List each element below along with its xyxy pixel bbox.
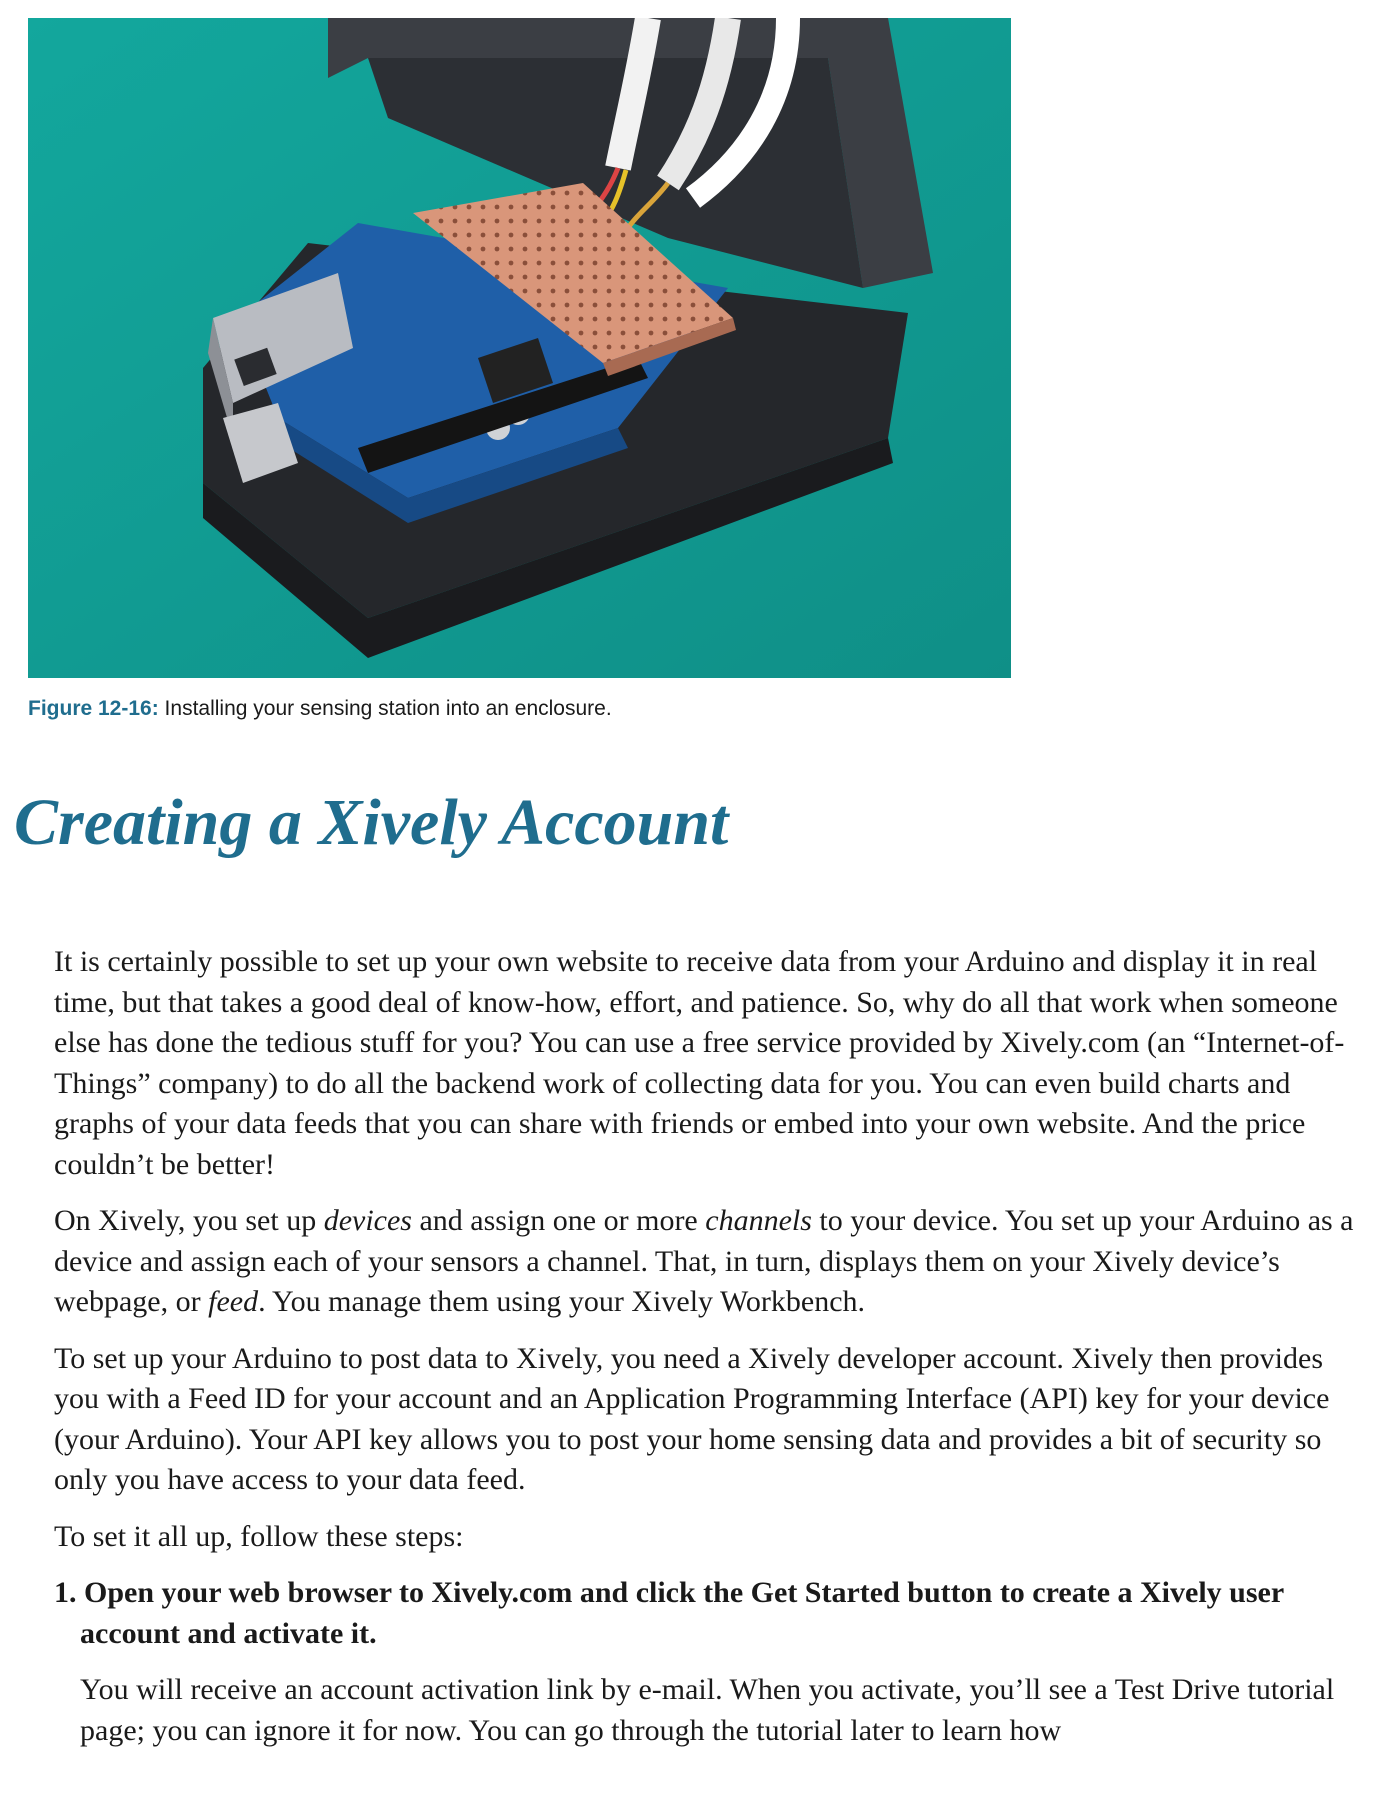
- paragraph-devices: [54, 1201, 1374, 1323]
- step-1-title: 1. Open your web browser to Xively.com and click the Get Started button to create a Xively user account and activate it.: [54, 1576, 1284, 1650]
- term-feed: feed: [208, 1285, 259, 1318]
- figure-caption: [28, 697, 612, 721]
- paragraph-devices-part: On Xively, you set up: [54, 1204, 324, 1237]
- step-1-body: You will receive an account activation link by e-mail. When you activate, you’ll see a Test Drive tutorial page; you can ignore it for now. You can go through the tutorial later to learn how: [80, 1673, 1335, 1747]
- paragraph-devices-part: and assign one or more: [411, 1204, 706, 1237]
- figure-image: [28, 18, 1011, 678]
- paragraph-devices-part: . You manage them using your Xively Workbench.: [258, 1285, 866, 1318]
- section-heading: Creating a Xively Account: [14, 786, 729, 859]
- paragraph-intro: It is certainly possible to set up your own website to receive data from your Arduino and display it in real time, but that takes a good deal of know-how, effort, and patience. So, why do all that work when someone else has done the tedious stuff for you? You can use a free service provided by Xively.com (an “Internet-of-Things” company) to do all the backend work of collecting data for you. You can even build charts and graphs of your data feeds that you can share with friends or embed into your own website. And the price couldn’t be better!: [54, 945, 1345, 1181]
- paragraph-steps-intro: To set it all up, follow these steps:: [54, 1519, 464, 1553]
- body-text: [54, 942, 1374, 1767]
- figure-label: Figure 12-16:: [28, 697, 159, 720]
- enclosure-photo-illustration: [28, 18, 1011, 678]
- term-devices: devices: [323, 1204, 412, 1237]
- figure-caption-text: Installing your sensing station into an enclosure.: [158, 697, 612, 720]
- paragraph-api-key: To set up your Arduino to post data to Xively, you need a Xively developer account. Xively then provides you with a Feed ID for your account and an Application Programming Interface (API) key for your device (your Arduino). Your API key allows you to post your home sensing data and provides a bit of security so only you have access to your data feed.: [54, 1341, 1330, 1496]
- term-channels: channels: [705, 1204, 812, 1237]
- paragraph-devices-part: to your device. You set up your Arduino as a device and assign each of your sensors a channel. That, in turn, displays them on your Xively device’s webpage, or: [54, 1204, 1354, 1318]
